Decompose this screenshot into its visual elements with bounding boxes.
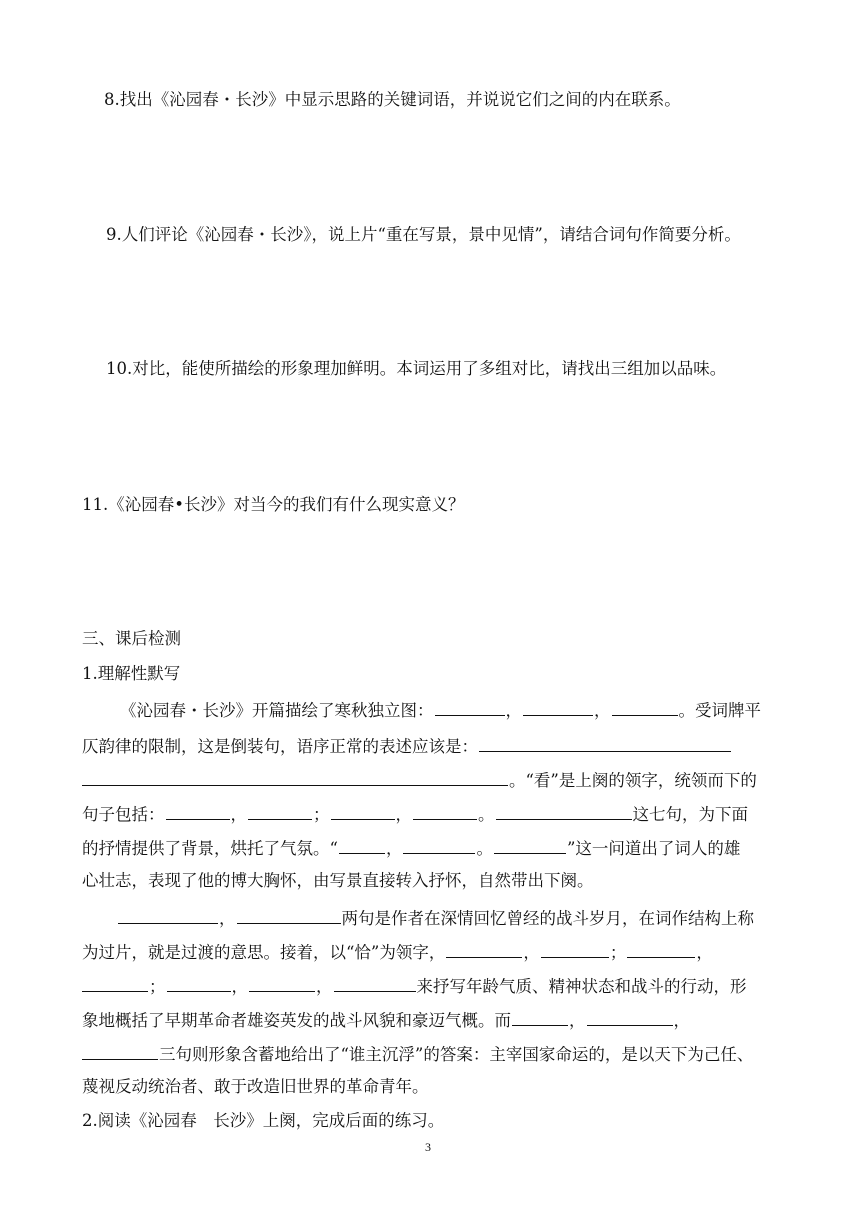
question-9: 9.人们评论《沁园春・长沙》，说上片“重在写景，景中见情”，请结合词句作简要分析。 [106,225,741,244]
punctuation: ， [219,909,236,928]
para2-text: 为过片，就是过渡的意思。接着，以“恰”为领字， [82,943,446,962]
fill-blank[interactable] [612,698,678,716]
para1-line1 [120,698,761,722]
fill-blank[interactable] [587,1008,673,1026]
punctuation: ， [230,805,247,824]
punctuation: ， [696,943,713,962]
para2-text: 象地概括了早期革命者雄姿英发的战斗风貌和豪迈气概。而 [82,1011,511,1030]
page-number: 3 [425,1140,431,1154]
fill-blank[interactable] [166,802,230,820]
punctuation: ， [395,805,412,824]
punctuation: ， [569,1011,586,1030]
fill-blank[interactable] [496,802,632,820]
fill-blank[interactable] [334,974,416,992]
para1-text: 仄韵律的限制，这是倒装句，语序正常的表述应该是： [82,737,478,756]
para1-text: 。“看”是上阕的领字，统领而下的 [509,771,757,790]
fill-blank[interactable] [82,768,508,786]
para2-text: 来抒写年龄气质、精神状态和战斗的行动，形 [416,977,747,996]
fill-blank[interactable] [479,734,731,752]
fill-blank[interactable] [82,974,148,992]
fill-blank[interactable] [331,802,395,820]
punctuation: ； [609,943,627,962]
para1-line6: 心壮志，表现了他的博大胸怀，由写景直接转入抒怀，自然带出下阕。 [82,871,594,890]
fill-blank[interactable] [249,974,315,992]
para2-line6: 蔑视反动统治者、敢于改造旧世界的革命青年。 [82,1077,429,1096]
question-11: 11.《沁园春•长沙》对当今的我们有什么现实意义？ [82,495,465,514]
fill-blank[interactable] [494,836,566,854]
para1-line3 [82,768,757,792]
fill-blank[interactable] [627,940,695,958]
para1-text: 这七句，为下面 [632,805,748,824]
para1-line2 [82,734,732,758]
punctuation: 。 [476,839,493,858]
punctuation: ， [523,943,540,962]
punctuation: ， [385,839,403,858]
punctuation: ， [316,977,333,996]
para1-text: 句子包括： [82,805,165,824]
para1-line4 [82,802,748,826]
punctuation: ； [313,805,330,824]
para1-line5 [82,836,740,860]
question-8: 8.找出《沁园春・长沙》中显示思路的关键词语，并说说它们之间的内在联系。 [104,90,681,109]
fill-blank[interactable] [413,802,477,820]
fill-blank[interactable] [237,906,341,924]
fill-blank[interactable] [541,940,609,958]
para1-text: 的抒情提供了背景，烘托了气氛。“ [82,839,338,858]
punctuation: ， [231,977,248,996]
punctuation: 。 [478,805,495,824]
fill-blank[interactable] [435,698,505,716]
fill-blank[interactable] [403,836,475,854]
para1-text: 《沁园春・长沙》开篇描绘了寒秋独立图： [120,701,434,720]
para2-text: 两句是作者在深情回忆曾经的战斗岁月，在词作结构上称 [341,909,754,928]
fill-blank[interactable] [446,940,522,958]
fill-blank[interactable] [82,1042,158,1060]
fill-blank[interactable] [248,802,312,820]
para1-text: 。受词牌平 [678,701,761,720]
para2-line3 [82,974,747,998]
question-10: 10.对比，能使所描绘的形象理加鲜明。本词运用了多组对比，请找出三组加以品味。 [106,359,727,378]
reading-item-2: 2.阅读《沁园春 长沙》上阕，完成后面的练习。 [82,1111,445,1130]
para2-line5 [82,1042,753,1066]
punctuation: ， [673,1011,690,1030]
punctuation: ； [149,977,166,996]
para2-line1 [118,906,754,930]
punctuation: ， [505,701,522,720]
para2-line2 [82,940,713,964]
fill-blank[interactable] [512,1008,568,1026]
fill-blank[interactable] [523,698,593,716]
fill-blank[interactable] [118,906,218,924]
fill-blank[interactable] [339,836,385,854]
section-heading: 三、课后检测 [82,629,181,648]
fill-blank[interactable] [167,974,231,992]
para2-line4 [82,1008,690,1032]
punctuation: ， [594,701,611,720]
para2-text: 三句则形象含蓄地给出了“谁主沉浮”的答案：主宰国家命运的，是以天下为己任、 [159,1045,754,1064]
section-subheading: 1.理解性默写 [82,664,181,683]
para1-text: ”这一问道出了词人的雄 [566,839,741,858]
